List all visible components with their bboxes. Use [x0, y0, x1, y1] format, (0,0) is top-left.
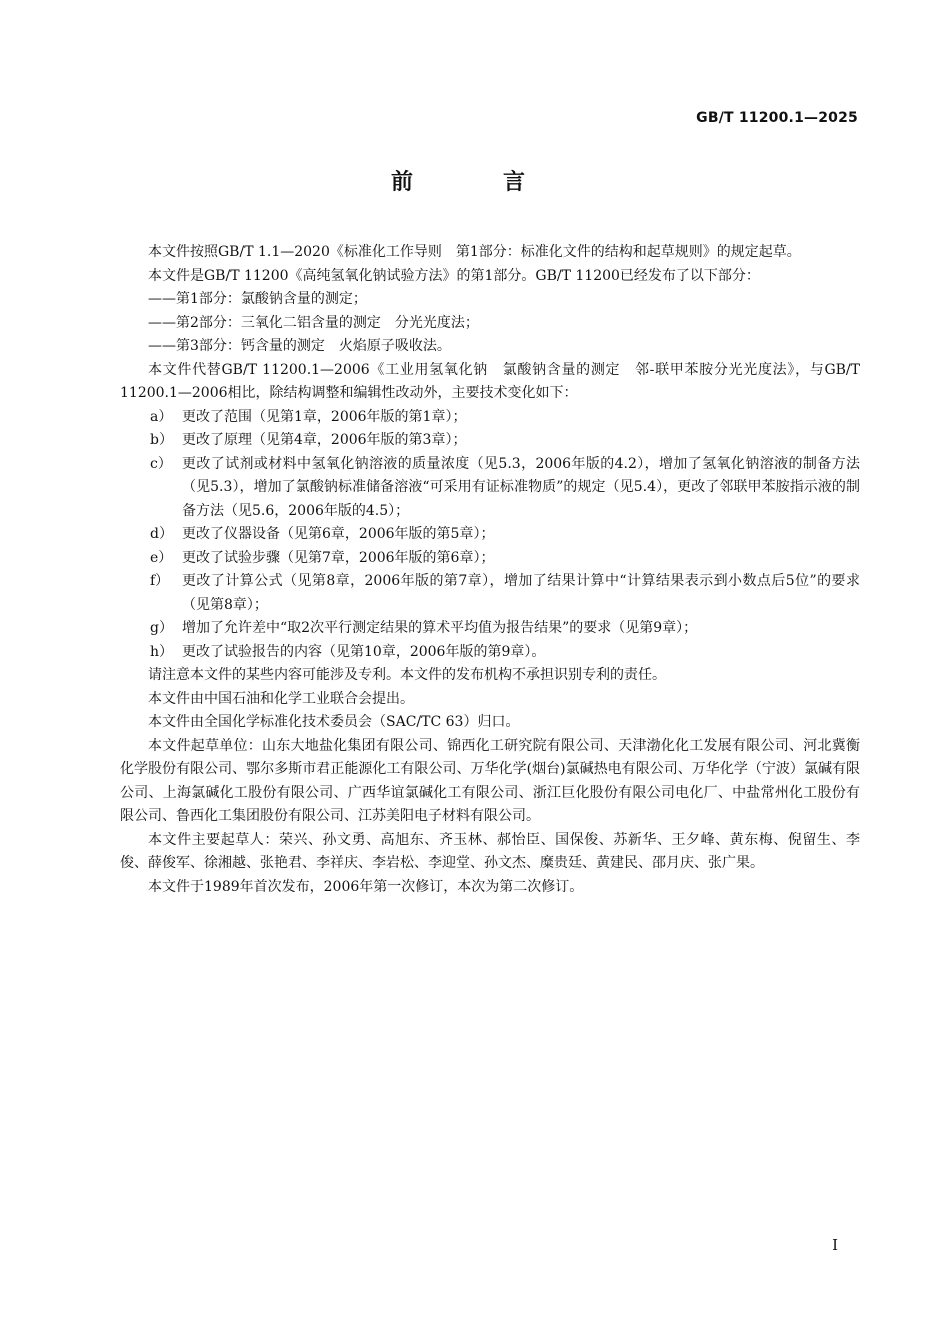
change-item — [120, 570, 860, 617]
part-item: ——第3部分：钙含量的测定 火焰原子吸收法。 — [148, 338, 451, 354]
page-title: 前 言 — [390, 170, 559, 195]
page-number: I — [832, 1236, 838, 1254]
paragraph-parts-intro: 本文件是GB/T 11200《高纯氢氧化钠试验方法》的第1部分。GB/T 11200已经发布了以下部分： — [148, 267, 760, 284]
change-item — [120, 617, 860, 641]
paragraph-history: 本文件于1989年首次发布，2006年第一次修订，本次为第二次修订。 — [148, 878, 584, 895]
part-item: ——第2部分：三氧化二铝含量的测定 分光光度法； — [148, 314, 479, 331]
paragraph-drafting-units: 本文件起草单位：山东大地盐化集团有限公司、锦西化工研究院有限公司、天津渤化化工发展有限公司、河北冀衡化学股份有限公司、鄂尔多斯市君正能源化工有限公司、万华化学(烟台)氯碱热电有限公司、万华化学（宁波）氯碱有限公司、上海氯碱化工股份有限公司、广西华谊氯碱化工有限公司、浙江巨化股份有限公司电化厂、中盐常州化工股份有限公司、鲁西化工集团股份有限公司、江苏美阳电子材料有限公司。 — [120, 737, 860, 824]
change-item-text: 更改了范围（见第1章，2006年版的第1章）； — [182, 408, 467, 425]
change-item-mark: h） — [150, 643, 174, 660]
change-item-mark: b） — [150, 432, 173, 448]
change-item-text: 增加了允许差中“取2次平行测定结果的算术平均值为报告结果”的要求（见第9章）； — [182, 620, 698, 636]
change-item — [120, 641, 860, 665]
change-item-text: 更改了试验报告的内容（见第10章，2006年版的第9章）。 — [182, 643, 546, 660]
change-item-mark: e） — [150, 549, 173, 566]
change-item — [120, 429, 860, 453]
change-item-text: 更改了计算公式（见第8章，2006年版的第7章），增加了结果计算中“计算结果表示到小数点后5位”的要求（见第8章）； — [182, 573, 860, 613]
paragraph-centralizer: 本文件由全国化学标准化技术委员会（SAC/TC 63）归口。 — [148, 714, 520, 730]
part-item: ——第1部分：氯酸钠含量的测定； — [148, 291, 367, 307]
change-item-text: 更改了试验步骤（见第7章，2006年版的第6章）； — [182, 549, 495, 566]
paragraph-drafting-rules: 本文件按照GB/T 1.1—2020《标准化工作导则 第1部分：标准化文件的结构和起草规则》的规定起草。 — [148, 244, 801, 260]
change-item-text: 更改了原理（见第4章，2006年版的第3章）； — [182, 432, 467, 448]
paragraph-drafters: 本文件主要起草人：荣兴、孙文勇、高旭东、齐玉林、郝怡臣、国保俊、苏新华、王夕峰、黄东梅、倪留生、李俊、薛俊军、徐湘越、张艳君、李祥庆、李岩松、李迎堂、孙文杰、糜贵廷、黄建民、邵月庆、张广果。 — [120, 831, 860, 871]
change-item — [120, 523, 860, 547]
change-item-text: 更改了仪器设备（见第6章，2006年版的第5章）； — [182, 526, 495, 542]
paragraph-patent-notice: 请注意本文件的某些内容可能涉及专利。本文件的发布机构不承担识别专利的责任。 — [148, 667, 666, 683]
paragraph-proposer: 本文件由中国石油和化学工业联合会提出。 — [148, 690, 414, 707]
change-item-mark: f） — [150, 573, 170, 589]
changes-list — [120, 406, 860, 665]
foreword-body — [120, 241, 860, 899]
change-item-mark: a） — [150, 408, 173, 425]
change-item-mark: d） — [150, 526, 173, 542]
change-item — [120, 453, 860, 524]
change-item-text: 更改了试剂或材料中氢氧化钠溶液的质量浓度（见5.3，2006年版的4.2），增加了氢氧化钠溶液的制备方法（见5.3），增加了氯酸钠标准储备溶液“可采用有证标准物质”的规定（见5.4），更改了邻联甲苯胺指示液的制备方法（见5.6，2006年版的4.5）； — [182, 455, 860, 519]
change-item — [120, 547, 860, 571]
change-item-mark: g） — [150, 620, 173, 636]
change-item — [120, 406, 860, 430]
paragraph-replacement: 本文件代替GB/T 11200.1—2006《工业用氢氧化钠 氯酸钠含量的测定 邻-联甲苯胺分光光度法》，与GB/T 11200.1—2006相比，除结构调整和编辑性改动外，主要技术变化如下： — [120, 361, 860, 401]
change-item-mark: c） — [150, 455, 172, 472]
standard-code: GB/T 11200.1—2025 — [696, 110, 858, 126]
